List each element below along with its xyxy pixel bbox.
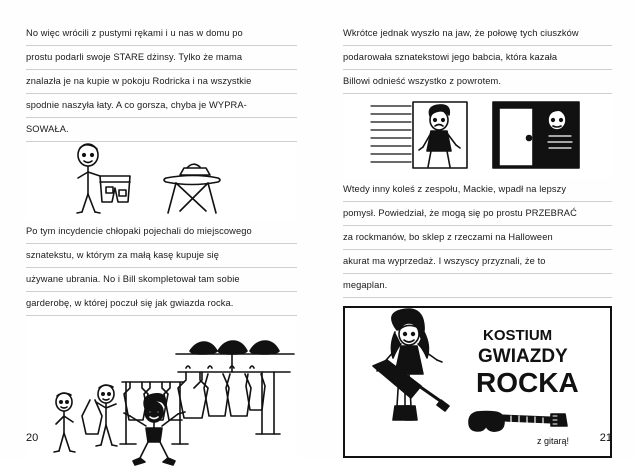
text-line: SOWAŁA. bbox=[26, 118, 297, 142]
text-line: akurat ma wyprzedaż. I wszyscy przyznali, że to bbox=[343, 250, 612, 274]
text-line: podarowała sznatekstowi jego babcia, która kazała bbox=[343, 46, 612, 70]
text-line: garderobę, w której poczuł się jak gwiazda rocka. bbox=[26, 292, 297, 316]
right-illustration-costume-poster bbox=[343, 306, 612, 458]
right-page bbox=[317, 0, 634, 458]
right-page-number: 21 bbox=[599, 432, 612, 444]
text-line: sznatekstu, w którym za małą kasę kupuje się bbox=[26, 244, 297, 268]
left-illustration-thrift-shop bbox=[26, 316, 297, 466]
right-paragraph-2 bbox=[343, 178, 612, 298]
left-illustration-jeans-ironing bbox=[26, 142, 297, 220]
right-illustration-grandma-door bbox=[343, 94, 612, 178]
poster-line-2: GWIAZDY bbox=[478, 346, 568, 367]
grandma-door-drawing bbox=[343, 100, 611, 172]
text-line: używane ubrania. No i Bill skompletował tam sobie bbox=[26, 268, 297, 292]
text-line: znalazła je na kupie w pokoju Rodricka i na wszystkie bbox=[26, 70, 297, 94]
left-paragraph-2 bbox=[26, 220, 297, 316]
left-page bbox=[0, 0, 317, 458]
text-line: Wtedy inny koleś z zespołu, Mackie, wpadł na lepszy bbox=[343, 178, 612, 202]
right-paragraph-1 bbox=[343, 22, 612, 94]
jeans-ironing-drawing bbox=[26, 142, 294, 220]
thrift-shop-drawing bbox=[26, 316, 298, 466]
text-line: megaplan. bbox=[343, 274, 612, 298]
text-line: za rockmanów, bo sklep z rzeczami na Halloween bbox=[343, 226, 612, 250]
poster-footnote: z gitarą! bbox=[537, 436, 570, 446]
poster-line-3: ROCKA bbox=[476, 367, 579, 398]
left-paragraph-1 bbox=[26, 22, 297, 142]
text-line: No więc wrócili z pustymi rękami i u nas w domu po bbox=[26, 22, 297, 46]
text-line: pomysł. Powiedział, że mogą się po prostu PRZEBRAĆ bbox=[343, 202, 612, 226]
text-line: Billowi odnieść wszystko z powrotem. bbox=[343, 70, 612, 94]
text-line: Wkrótce jednak wyszło na jaw, że połowę tych ciuszków bbox=[343, 22, 612, 46]
poster-line-1: KOSTIUM bbox=[483, 327, 553, 344]
text-line: prostu podarli swoje STARE dżinsy. Tylko że mama bbox=[26, 46, 297, 70]
text-line: Po tym incydencie chłopaki pojechali do miejscowego bbox=[26, 220, 297, 244]
left-page-number: 20 bbox=[26, 432, 39, 444]
text-line: spodnie naszyła łaty. A co gorsza, chyba je WYPRA- bbox=[26, 94, 297, 118]
costume-poster-drawing bbox=[345, 308, 610, 456]
